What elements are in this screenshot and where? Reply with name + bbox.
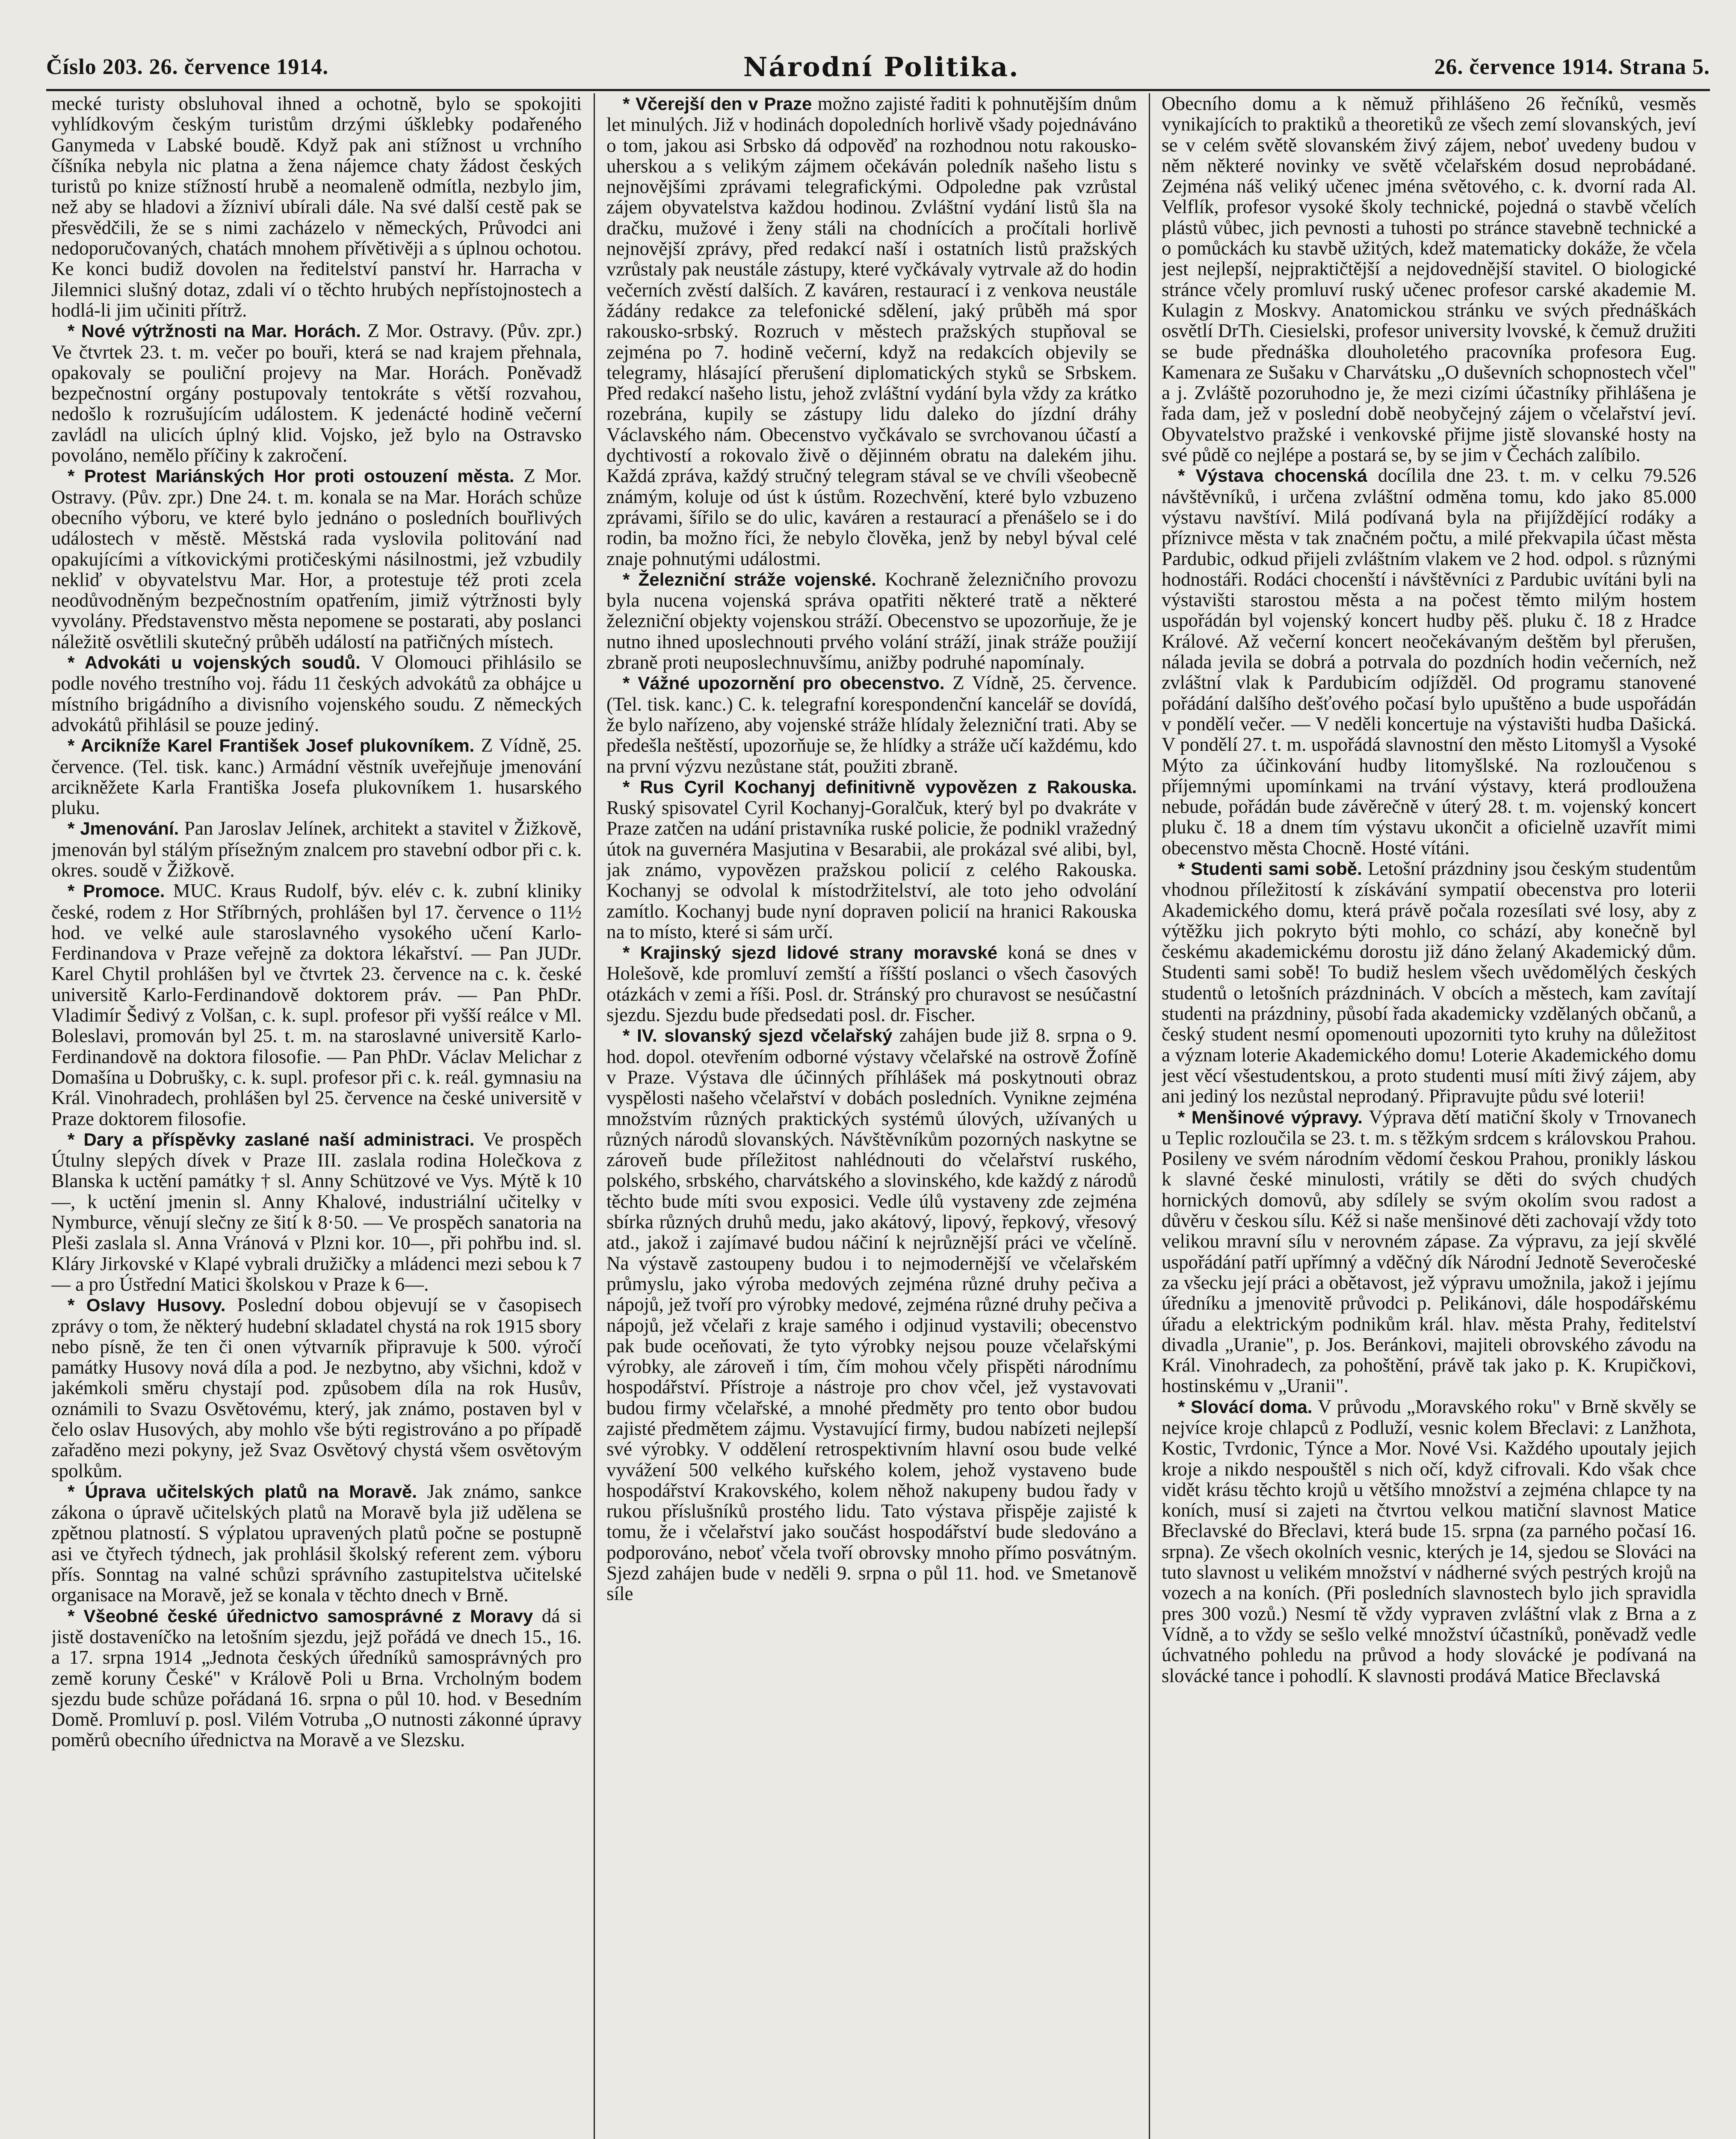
- article-body: možno zajisté řaditi k pohnutějším dnům let minulých. Již v hodinách dopoledních horlivě všady pojednáváno o tom, jakou asi Srbsko dá odpověď na rozhodnou notu rakousko-uherskou a s velikým zájmem očekáván poledník našeho listu s nejnovějšími zprávami telegrafickými. Odpoledne pak vzrůstal zájem obyvatelstva každou hodinou. Zvláštní vydání listů šla na dračku, mužové i ženy stáli na chodnících a pročítali horlivě nejnovější zprávy, před redakcí naší i ostatních listů pražských vzrůstaly pak neustále zástupy, které vyčkávaly vytrvale až do hodin večerních zvěstí dalších. Z kaváren, restaurací i z venkova neustále žádány redakce za telefonické sdělení, jaký průběh má spor rakousko-srbský. Rozruch v městech pražských stupňoval se zejména po 7. hodině večerní, když na redakcích objevily se telegramy, hlásající přerušení diplomatických styků se Srbskem. Před redakcí našeho listu, jehož zvláštní vydání byla vždy za krátko rozebrána, kupily se zástupy lidu daleko do jízdní dráhy Václavského nám. Obecenstvo vyčkávalo se svrchovanou účastí a dychtivostí a rokovalo živě o dějinném obratu na dalekém jihu. Každá zpráva, každý stručný telegram stával se ve chvíli všeobecně známým, koluje od úst k ústům. Rozechvění, které bylo vzbuzeno zprávami, šířilo se do ulic, kaváren a restaurací a přenášelo se i do rodin, ba možno říci, že nebylo člověka, jenž by nebyl býval celé znaje pohnutými událostmi.: [606, 93, 1137, 569]
- article-paragraph: [51, 1481, 582, 1606]
- article-heading: * Arcikníže Karel František Josef plukovníkem.: [68, 735, 475, 756]
- article-body: Letošní prázdniny jsou českým studentům vhodnou příležitostí k získávání sympatií obecenstva pro loterii Akademického domu, která právě počala rozesílati své losy, aby z výtěžku jich pokryto býti mohlo, co schází, aby konečně byl českému akademickému dorostu již dáno želaný Akademický dům. Studenti sami sobě! To budiž heslem všech uvědomělých českých studentů o letošních prázdninách. V obcích a městech, kam zavítají studenti na prázdniny, působí řada akademicky vzdělaných občanů, a český student nesmí opomenouti upozorniti tyto kruhy na důležitost a význam loterie Akademického domu! Loterie Akademického domu jest věcí všestudentskou, a proto studenti musí míti živý zájem, aby ani jediný los nezůstal neprodaný. Připravujte půdu své loterii!: [1162, 857, 1696, 1107]
- article-heading: * Oslavy Husovy.: [68, 1295, 226, 1315]
- article-heading: * Výstava chocenská: [1178, 465, 1367, 486]
- column-1: [51, 93, 582, 2139]
- article-body: Ruský spisovatel Cyril Kochanyj-Goralčuk, který byl po dvakráte v Praze zatčen na udání pristavníka ruské policie, že podnikl vražedný útok na guvernéra Masjutina v Besarabii, ale prokázal své alibi, byl, jak známo, vypovězen pražskou policií z celého Rakouska. Kochanyj se odvolal k místodržitelství, ale toto jeho odvolání zamítlo. Kochanyj bude nyní dopraven policií na hranici Rakouska na to místo, které si sám určí.: [606, 797, 1137, 942]
- issue-number: Číslo 203. 26. července 1914.: [46, 54, 329, 79]
- article-body: Výprava dětí matiční školy v Trnovanech u Teplic rozloučila se 23. t. m. s těžkým srdcem s královskou Prahou. Posileny ve svém národním vědomí českou Prahou, pronikly láskou k slavné české minulosti, vrátily se děti do svých chudých hornických domovů, aby sdílely se svým okolím svou radost a důvěru v českou sílu. Kéž si naše menšinové děti zachovají vždy toto velikou mravní sílu v nerovném zápase. Za výpravu, za její skvělé uspořádání patří upřímný a vděčný dík Národní Jednotě Severočeské za všecku její práci a obětavost, jež výpravu umožnila, jakož i jejímu úředníku a jmenovitě průvodci p. Pelikánovi, dále hospodářskému úřadu a elektrickým podnikům král. hlav. města Prahy, ředitelství divadla „Uranie", p. Jos. Beránkovi, majiteli obrovského závodu na Král. Vinohradech, za pohoštění, právě tak jako p. K. Krupičkovi, hostinskému v „Uranii".: [1162, 1106, 1696, 1397]
- article-body: Z Mor. Ostravy. (Pův. zpr.) Ve čtvrtek 23. t. m. večer po bouři, která se nad krajem přehnala, opakovaly se pouliční projevy na Mar. Horách. Poněvadž bezpečnostní orgány postupovaly tentokráte s větší rozvahou, nedošlo k rozrušujícím událostem. K jedenácté hodině večerní zavládl na ulicích úplný klid. Vojsko, jež bylo na Ostravsko povoláno, nemělo příčiny k zakročení.: [51, 320, 582, 466]
- article-paragraph: [51, 735, 582, 818]
- article-paragraph: [606, 776, 1137, 942]
- article-paragraph: [51, 880, 582, 1129]
- article-paragraph: [1162, 858, 1696, 1107]
- article-heading: * Úprava učitelských platů na Moravě.: [68, 1481, 417, 1502]
- article-heading: * Studenti sami sobě.: [1178, 858, 1362, 879]
- article-paragraph: [1162, 93, 1696, 465]
- article-body: Obecního domu a k němuž přihlášeno 26 řečníků, vesměs vynikajících to praktiků a theoretiků ze všech zemí slovanských, jeví se v celém světě slovanském živý zájem, neboť uvedeny budou v něm některé novinky ve světě včelařském dosud neprobádané. Zejména náš veliký učenec jména světového, c. k. dvorní rada Al. Velflík, profesor vysoké školy technické, pojedná o stavbě včelích plástů vůbec, jich pevnosti a tuhosti po stránce stavebně technické a o pomůckách ku stavbě užitých, kdež matematicky dokáže, že včela jest nejlepší, nejpraktičtější a nejdovednější stavitel. O biologické stránce včely promluví ruský učenec profesor carské akademie M. Kulagin z Moskvy. Anatomickou stránku ve svých přednáškách osvětlí DrTh. Ciesielski, profesor university lvovské, k čemuž družiti se bude přednáška dlouholetého pracovníka profesora Eug. Kamenara ze Sušaku v Charvátsku „O duševních schopnostech včel" a j. Zvláště pozoruhodno je, že mezi cizími účastníky přihlášena je řada dam, jež v poslední době neobyčejný zájem o včelařství jeví. Obyvatelstvo pražské i venkovské přijme jistě slovanské hosty na své půdě co nejlépe a postará se, by se jim v Čechách zalíbilo.: [1162, 93, 1696, 466]
- article-paragraph: [606, 673, 1137, 776]
- article-heading: * Včerejší den v Praze: [623, 94, 812, 114]
- article-body: Poslední dobou objevují se v časopisech zprávy o tom, že některý hudební skladatel chystá na rok 1915 sbory nebo písně, že ten či onen výtvarník připravuje k 500. výročí památky Husovy nová díla a pod. Je nezbytno, aby všichni, kdož v jakémkoli směru chystají pod. způsobem díla na rok Husův, oznámili to Svazu Osvětovému, který, jak známo, postaven byl v čelo oslav Husových, aby mohlo vše býti registrováno a po případě zařaděno mezi pokyny, jež Svaz Osvětový chystá všem osvětovým spolkům.: [51, 1294, 582, 1481]
- article-heading: * Promoce.: [68, 881, 165, 901]
- article-paragraph: [1162, 1396, 1696, 1686]
- article-body: Z Vídně, 25. července. (Tel. tisk. kanc.) C. k. telegrafní korespondenční kancelář se dovídá, že bylo nařízeno, aby vojenské stráže hlídaly železniční trati. Aby se předešla neštěstí, upozorňuje se, že hlídky a stráže učí každému, kdo na první výzvu nezůstane stát, použiti zbraně.: [606, 672, 1137, 777]
- article-heading: * Rus Cyril Kochanyj definitivně vypovězen z Rakouska.: [623, 776, 1137, 797]
- article-body: V průvodu „Moravského roku" v Brně skvěly se nejvíce kroje chlapců z Podluží, vesnic kolem Břeclavi: z Lanžhota, Kostic, Tvrdonic, Týnce a Mor. Nové Vsi. Každého upoutaly jejich kroje a nikdo nespouštěl s nich očí, když cifrovali. Kdo však chce vidět krásu těchto krojů u většího množství a zejména chlapce ty na koních, musí si zajeti na čtvrtou velkou matiční slavnost Matice Břeclavské do Břeclavi, která bude 15. srpna (za parného počasí 16. srpna). Ze všech okolních vesnic, kterých je 14, sjedou se Slováci na tuto slavnost u velikém množství v nádherné svých pestrých krojů na vozech a na koních. (Při posledních slavnostech bylo jich spravidla pres 300 vozů.) Nesmí tě vždy vypraven zvláštní vlak z Brna a z Vídně, a to vždy se sešlo velké množství účastníků, poněvadž vedle úchvatného pohledu na průvod a hody slovácké je podívaná na slovácké tance i pohodlí. K slavnosti prodává Matice Břeclavská: [1162, 1395, 1696, 1686]
- article-paragraph: [51, 818, 582, 880]
- article-paragraph: [606, 93, 1137, 569]
- article-body: Kochraně železničního provozu byla nucena vojenská správa opatřiti některé tratě a některé železniční objekty vojenskou stráží. Obecenstvo se upozorňuje, že je nutno ihned uposlechnouti prvého volání stráží, jinak stráže použijí zbraně proti neuposlechnuvšímu, anižby podruhé napomínaly.: [606, 568, 1137, 673]
- article-paragraph: [51, 652, 582, 735]
- article-paragraph: [606, 942, 1137, 1025]
- article-paragraph: [51, 465, 582, 652]
- page-header: [46, 46, 1710, 87]
- article-heading: * Nové výtržnosti na Mar. Horách.: [68, 321, 361, 341]
- article-body: koná se dnes v Holešově, kde promluví zemští a říšští poslanci o všech časových otázkách v zemi a říši. Posl. dr. Stránský pro churavost se nesúčastní sjezdu. Sjezdu bude předsedati posl. dr. Fischer.: [606, 942, 1137, 1026]
- header-rule: [46, 89, 1710, 91]
- page-date-number: 26. července 1914. Strana 5.: [1434, 54, 1710, 79]
- article-paragraph: [606, 1025, 1137, 1604]
- article-body: Z Vídně, 25. července. (Tel. tisk. kanc.) Armádní věstník uveřejňuje jmenování arcikněžete Karla Františka Josefa plukovníkem 1. husarského pluku.: [51, 735, 582, 819]
- article-body: docílila dne 23. t. m. v celku 79.526 návštěvníků, i určena zvláštní odměna tomu, kdo jako 85.000 výstavu navštíví. Milá podívaná byla na přijíždějící rodáky a příznivce města v tak značném počtu, a milé překvapila účast města Pardubic, odkud přijeli zvláštním vlakem ve 2 hod. odpol. s různými hodnostáři. Rodáci chocenští i návštěvníci z Pardubic uvítáni byli na výstavišti starostou města a na počest těmto milým hostem uspořádán byl vojenský koncert hudby pěš. pluku č. 18 z Hradce Králové. Až večerní koncert neočekávaným deštěm byl přerušen, nálada jevila se dobrá a potrvala do pozdních hodin večerních, než zvláštní vlak k Pardubicím odjížděl. Od programu stanovené pořádání dalšího dešťového počasí bylo upuštěno a bude uspořádán v pondělí večer. — V neděli koncertuje na výstavišti hudba Dašická. V pondělí 27. t. m. uspořádá slavnostní den město Litomyšl a Vysoké Mýto za účinkování hudby litomyšlské. Na rozloučenou s příjemnými upomínkami na trvání výstavy, která prodloužena nebude, pořádán bude závěrečně v úterý 28. t. m. vojenský koncert pluku č. 18 a dnem tím výstavu ukončit a oficielně uzavřít mimi obecenstvo města Chocně. Hosté vítáni.: [1162, 465, 1696, 859]
- column-divider-1: [594, 93, 595, 2139]
- article-paragraph: [51, 1606, 582, 1751]
- article-body: mecké turisty obsluhoval ihned a ochotně, bylo se spokojiti vyhlídkovým českým turistům drzými úšklebky podařeného Ganymeda v Labské boudě. Když pak ani stížnost u vrchního číšníka nebyla nic platna a žena nájemce chaty žádost českých turistů po knize stížností hrubě a neomaleně odmítla, nezbylo jim, než aby se hladovi a žízniví ubírali dále. Na své další cestě pak se přesvědčili, že se s nimi zacházelo v německých, Průvodci ani nedoporučovaných, chatách mnohem přívětivěji a s úplnou ochotou. Ke konci budiž dovolen na ředitelství panství hr. Harracha v Jilemnici slušný dotaz, zdali ví o těchto hrubých nepřístojnostech a hodlá-li jim učiniti přítrž.: [51, 93, 582, 321]
- article-heading: * Advokáti u vojenských soudů.: [68, 652, 361, 673]
- article-body: MUC. Kraus Rudolf, býv. elév c. k. zubní kliniky české, rodem z Hor Stříbrných, prohlášen byl 17. července o 11½ hod. ve velké aule staroslavného vysokého učení Karlo-Ferdinandova v Praze veřejně za doktora lékařství. — Pan JUDr. Karel Chytil prohlášen byl ve čtvrtek 23. července na c. k. české universitě Karlo-Ferdinandově doktorem práv. — Pan PhDr. Vladimír Šedivý z Volšan, c. k. supl. profesor při vyšší reálce v Ml. Boleslavi, promován byl 25. t. m. na staroslavné universitě Karlo-Ferdinandově na doktora filosofie. — Pan PhDr. Václav Melichar z Domašína u Dobrušky, c. k. supl. profesor při c. k. reál. gymnasiu na Král. Vinohradech, prohlášen byl 25. července na české universitě v Praze doktorem filosofie.: [51, 880, 582, 1129]
- article-heading: * Jmenování.: [68, 818, 179, 839]
- article-heading: * IV. slovanský sjezd včelařský: [623, 1025, 893, 1046]
- article-heading: * Všeobné české úřednictvo samosprávné z Moravy: [68, 1606, 533, 1626]
- article-body: zahájen bude již 8. srpna o 9. hod. dopol. otevřením odborné výstavy včelařské na ostrově Žofíně v Praze. Výstava dle účinných příhlášek má poskytnouti obraz vyspělosti našeho včelařství v dobách posledních. Vynikne zejména množstvím různých praktických systémů úlových, užívaných u různých národů slovanských. Návštěvníkům pozorných naskytne se zároveň bude příležitost nahlédnouti do včelařství ruského, polského, srbského, charvátského a slovinského, kde každý z národů těchto bude míti svou exposici. Vedle úlů vystaveny zde zejména sbírka různých druhů medu, jako akátový, lipový, řepkový, vřesový atd., jakož i zajímavé budou náčiní k nejrůznější práci ve včelíně. Na výstavě zastoupeny budou i to nejmodernější ve včelařském průmyslu, jako výroba medových zejména různé druhy pečiva a nápojů, jež tvoří pro výrobky medové, zejména různé druhy pečiva a nápojů, jež včelaři z kraje samého i odjinud vystavili; obecenstvo pak bude oceňovati, že tyto výrobky nejsou pouze včelařskými výrobky, ale zároveň i tím, čím mohou včely přispěti národnímu hospodářství. Přístroje a nástroje pro chov včel, jež vystavovati budou firmy včelařské, a mnohé předměty pro tento obor budou zajisté předmětem zájmu. Vystavující firmy, budou nabízeti nejlepší své výrobky. V oddělení retrospektivním hlavní osou bude velké vyvážení 500 velkého kuřského kolem, jehož vystaveno bude hospodářství Krakovského, kolem něhož nakupeny budou řady v rukou příslušníků prostého lidu. Tato výstava přispěje zajisté k tomu, že i včelařství jako součást hospodářství bude sledováno a podporováno, neboť včela tvoří obrovsky mnoho přímo posvátným. Sjezd zahájen bude v neděli 9. srpna o půl 11. hod. ve Smetanově síle: [606, 1025, 1137, 1605]
- article-body: Jak známo, sankce zákona o úpravě učitelských platů na Moravě byla již udělena se zpětnou platností. S výplatou upravených platů počne se postupně asi ve čtyřech týdnech, jak prohlásil školský referent zem. výboru přís. Sonntag na valné schůzi správního zastupitelstva učitelské organisace na Moravě, jež se konala v těchto dnech v Brně.: [51, 1480, 582, 1606]
- article-body: Z Mor. Ostravy. (Pův. zpr.) Dne 24. t. m. konala se na Mar. Horách schůze obecního výboru, ve které bylo jednáno o posledních bouřlivých událostech v městě. Městská rada vyslovila politování nad opakujícími a vítkovickými protičeskými násilnostmi, jež vzbudily nekliď v obyvatelstvu Mar. Hor, a protestuje též proti zcela neodůvodněným bezpečnostním opatřením, jimiž výtržnosti byly vyvolány. Představenstvo města nepomene se postarati, aby poslanci náležitě osvětlili skutečný průběh událostí na patřičných místech.: [51, 465, 582, 652]
- article-heading: * Železniční stráže vojenské.: [623, 569, 876, 590]
- column-3: [1162, 93, 1696, 2139]
- article-heading: * Protest Mariánských Hor proti ostouzení města.: [68, 466, 515, 486]
- column-divider-2: [1149, 93, 1150, 2139]
- masthead-title: Národní Politika.: [743, 51, 1020, 83]
- article-paragraph: [51, 1295, 582, 1481]
- article-heading: * Krajinský sjezd lidové strany moravské: [623, 942, 998, 963]
- column-2: [606, 93, 1137, 2139]
- article-body: Ve prospěch Útulny slepých dívek v Praze III. zaslala rodina Holečkova z Blanska k uctění památky † sl. Anny Schützové ve Vys. Mýtě k 10—, k uctění jmenin sl. Anny Khalové, industriální učitelky v Nymburce, věnují slečny ze šití k 8·50. — Ve prospěch sanatoria na Pleši zaslala sl. Anna Vránová v Plzni kor. 10—, při pohřbu ind. sl. Kláry Jirkovské v Klapé vybrali družičky a mládenci mezi sebou k 7— a pro Ústřední Matici školskou v Praze k 6—.: [51, 1128, 582, 1295]
- article-heading: * Menšinové výpravy.: [1178, 1107, 1363, 1127]
- article-heading: * Vážné upozornění pro obecenstvo.: [623, 673, 945, 693]
- article-paragraph: [51, 320, 582, 465]
- article-paragraph: [51, 1129, 582, 1295]
- article-paragraph: [1162, 1107, 1696, 1396]
- article-heading: * Dary a příspěvky zaslané naší administraci.: [68, 1129, 475, 1149]
- article-body: V Olomouci přihlásilo se podle nového trestního voj. řádu 11 českých advokátů za obhájce u místního brigádního a divisního vojenského soudu. Z německých advokátů přihlásil se pouze jediný.: [51, 652, 582, 735]
- article-heading: * Slovácí doma.: [1178, 1396, 1313, 1417]
- article-body: Pan Jaroslav Jelínek, architekt a stavitel v Žižkově, jmenován byl stálým přísežným znalcem pro stavební odbor při c. k. okres. soudě v Žižkově.: [51, 818, 582, 881]
- article-paragraph: [606, 569, 1137, 673]
- article-body: dá si jistě dostaveníčko na letošním sjezdu, jejž pořádá ve dnech 15., 16. a 17. srpna 1914 „Jednota českých úředníků samosprávných pro země koruny České" v Králově Poli u Brna. Vrcholným bodem sjezdu bude schůze pořádaná 16. srpna o půl 10. hod. v Besedním Domě. Promluví p. posl. Vilém Votruba „O nutnosti zákonné úpravy poměrů obecního úřednictva na Moravě a ve Slezsku.: [51, 1605, 582, 1751]
- article-paragraph: [51, 93, 582, 320]
- article-paragraph: [1162, 465, 1696, 858]
